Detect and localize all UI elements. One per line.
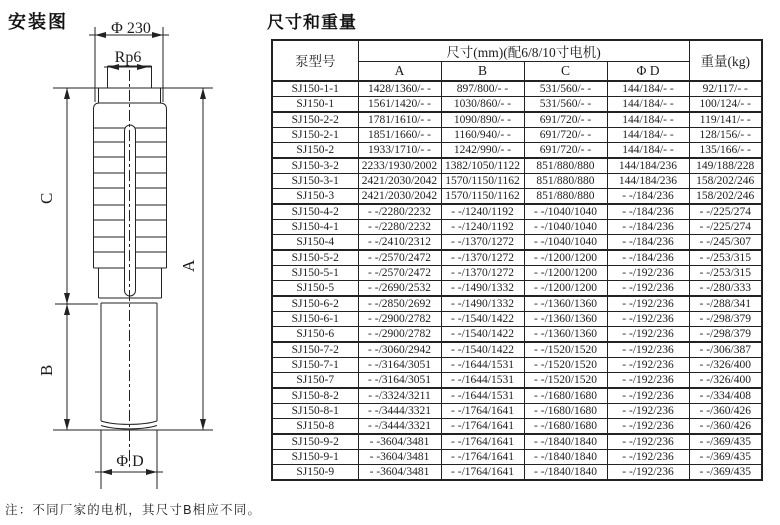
value-cell: 851/880/880 (524, 188, 607, 204)
value-cell: 144/184/- - (607, 127, 689, 142)
value-cell: - -/192/236 (607, 403, 689, 418)
value-cell: - -/1490/1332 (441, 296, 524, 312)
table-row (272, 357, 762, 372)
value-cell: 691/720/- - (524, 142, 607, 158)
value-cell: - -/326/400 (689, 357, 762, 372)
value-cell: - -/1240/1192 (441, 204, 524, 220)
model-cell: SJ150-1 (272, 96, 358, 112)
value-cell: - -/192/236 (607, 265, 689, 280)
value-cell: - -/2850/2692 (358, 296, 441, 312)
dim-c-label: C (37, 192, 56, 204)
value-cell: - -/1370/1272 (441, 265, 524, 280)
value-cell: - -/1840/1840 (524, 464, 607, 480)
value-cell: - -/1200/1200 (524, 265, 607, 280)
value-cell: 897/800/- - (441, 81, 524, 97)
value-cell: 119/141/- - (689, 112, 762, 128)
value-cell: - -/3164/3051 (358, 372, 441, 388)
value-cell: - -/1764/1641 (441, 434, 524, 450)
value-cell: - -/280/333 (689, 280, 762, 296)
model-cell: SJ150-3 (272, 188, 358, 204)
value-cell: - -/2900/2782 (358, 311, 441, 326)
value-cell: 144/184/236 (607, 173, 689, 188)
table-row (272, 96, 762, 112)
value-cell: - -/1490/1332 (441, 280, 524, 296)
value-cell: - -/1360/1360 (524, 311, 607, 326)
table-row (272, 265, 762, 280)
value-cell: 158/202/246 (689, 188, 762, 204)
table-row (272, 173, 762, 188)
model-cell: SJ150-2-2 (272, 112, 358, 128)
model-cell: SJ150-8-2 (272, 388, 358, 404)
value-cell: - -/1644/1531 (441, 388, 524, 404)
value-cell: - -/360/426 (689, 403, 762, 418)
value-cell: - -/1520/1520 (524, 372, 607, 388)
value-cell: 2421/2030/2042 (358, 188, 441, 204)
value-cell: - -/2570/2472 (358, 265, 441, 280)
value-cell: - -/1370/1272 (441, 234, 524, 250)
value-cell: 1382/1050/1122 (441, 158, 524, 174)
value-cell: - -/3444/3321 (358, 418, 441, 434)
table-row (272, 326, 762, 342)
table-row (272, 81, 762, 97)
value-cell: - -/1644/1531 (441, 372, 524, 388)
value-cell: - -/1764/1641 (441, 403, 524, 418)
table-row (272, 464, 762, 480)
model-cell: SJ150-9-1 (272, 449, 358, 464)
table-row (272, 219, 762, 234)
value-cell: - -/1370/1272 (441, 250, 524, 266)
value-cell: - -/184/236 (607, 250, 689, 266)
table-row (272, 158, 762, 174)
value-cell: - -/334/408 (689, 388, 762, 404)
value-cell: - -/3060/2942 (358, 342, 441, 358)
table-row (272, 204, 762, 220)
value-cell: - -/1840/1840 (524, 434, 607, 450)
col-header-a: A (358, 62, 441, 81)
table-row (272, 372, 762, 388)
value-cell: - -/253/315 (689, 265, 762, 280)
table-row (272, 112, 762, 128)
table-row (272, 142, 762, 158)
value-cell: - -/1764/1641 (441, 449, 524, 464)
value-cell: 1570/1150/1162 (441, 173, 524, 188)
value-cell: - -/192/236 (607, 388, 689, 404)
value-cell: 2421/2030/2042 (358, 173, 441, 188)
value-cell: 1851/1660/- - (358, 127, 441, 142)
installation-diagram (0, 0, 270, 500)
value-cell: - -/3164/3051 (358, 357, 441, 372)
model-cell: SJ150-4-2 (272, 204, 358, 220)
value-cell: - -/298/379 (689, 311, 762, 326)
value-cell: - -/192/236 (607, 326, 689, 342)
value-cell: - -/1040/1040 (524, 219, 607, 234)
table-row (272, 418, 762, 434)
value-cell: - -/192/236 (607, 357, 689, 372)
value-cell: - -/1360/1360 (524, 296, 607, 312)
value-cell: - -/288/341 (689, 296, 762, 312)
value-cell: - -/369/435 (689, 449, 762, 464)
value-cell: - -/225/274 (689, 204, 762, 220)
model-cell: SJ150-5-2 (272, 250, 358, 266)
value-cell: 1570/1150/1162 (441, 188, 524, 204)
value-cell: - -/192/236 (607, 449, 689, 464)
table-body (272, 81, 762, 480)
dia-230-label: Φ 230 (111, 20, 151, 37)
value-cell: - -/369/435 (689, 464, 762, 480)
model-cell: SJ150-6-2 (272, 296, 358, 312)
model-cell: SJ150-5 (272, 280, 358, 296)
col-header-weight: 重量(kg) (689, 40, 762, 81)
value-cell: 531/560/- - (524, 81, 607, 97)
value-cell: - -/3444/3321 (358, 403, 441, 418)
value-cell: - -/369/435 (689, 434, 762, 450)
table-row (272, 250, 762, 266)
model-cell: SJ150-8 (272, 418, 358, 434)
value-cell: 1242/990/- - (441, 142, 524, 158)
value-cell: - -/225/274 (689, 219, 762, 234)
table-row (272, 127, 762, 142)
model-cell: SJ150-3-1 (272, 173, 358, 188)
value-cell: - -/2280/2232 (358, 204, 441, 220)
value-cell: - -/1644/1531 (441, 357, 524, 372)
model-cell: SJ150-7-1 (272, 357, 358, 372)
model-cell: SJ150-7 (272, 372, 358, 388)
table-row (272, 388, 762, 404)
value-cell: - -/1200/1200 (524, 280, 607, 296)
table-row (272, 449, 762, 464)
footnote: 注：不同厂家的电机，其尺寸B相应不同。 (5, 503, 262, 517)
model-cell: SJ150-2 (272, 142, 358, 158)
value-cell: 144/184/- - (607, 81, 689, 97)
model-cell: SJ150-6-1 (272, 311, 358, 326)
table-row (272, 342, 762, 358)
model-cell: SJ150-4 (272, 234, 358, 250)
value-cell: - -/245/307 (689, 234, 762, 250)
value-cell: - -/1520/1520 (524, 342, 607, 358)
table-row (272, 188, 762, 204)
col-header-b: B (441, 62, 524, 81)
value-cell: - -/192/236 (607, 280, 689, 296)
value-cell: - -/1200/1200 (524, 250, 607, 266)
value-cell: - -/192/236 (607, 372, 689, 388)
model-cell: SJ150-7-2 (272, 342, 358, 358)
value-cell: 1030/860/- - (441, 96, 524, 112)
model-cell: SJ150-3-2 (272, 158, 358, 174)
value-cell: 851/880/880 (524, 173, 607, 188)
value-cell: 100/124/- - (689, 96, 762, 112)
value-cell: - -/1520/1520 (524, 357, 607, 372)
value-cell: - -/1040/1040 (524, 234, 607, 250)
value-cell: - -/192/236 (607, 342, 689, 358)
value-cell: - -/184/236 (607, 219, 689, 234)
value-cell: - -/192/236 (607, 311, 689, 326)
value-cell: - -/1540/1422 (441, 326, 524, 342)
value-cell: - -/253/315 (689, 250, 762, 266)
value-cell: - -/1840/1840 (524, 449, 607, 464)
model-cell: SJ150-2-1 (272, 127, 358, 142)
model-cell: SJ150-4-1 (272, 219, 358, 234)
value-cell: 1090/890/- - (441, 112, 524, 128)
value-cell: - -/192/236 (607, 464, 689, 480)
value-cell: 1933/1710/- - (358, 142, 441, 158)
value-cell: - -/1680/1680 (524, 403, 607, 418)
value-cell: 531/560/- - (524, 96, 607, 112)
dim-a-label: A (179, 259, 198, 272)
model-cell: SJ150-5-1 (272, 265, 358, 280)
col-header-c: C (524, 62, 607, 81)
value-cell: - -/192/236 (607, 296, 689, 312)
value-cell: - -/1240/1192 (441, 219, 524, 234)
dim-b-label: B (37, 364, 56, 376)
value-cell: - -/306/387 (689, 342, 762, 358)
value-cell: 144/184/- - (607, 112, 689, 128)
value-cell: - -/326/400 (689, 372, 762, 388)
value-cell: - -/2690/2532 (358, 280, 441, 296)
value-cell: - -/360/426 (689, 418, 762, 434)
table-row (272, 234, 762, 250)
value-cell: 149/188/228 (689, 158, 762, 174)
value-cell: 851/880/880 (524, 158, 607, 174)
col-header-model: 泵型号 (272, 40, 358, 81)
table-row (272, 434, 762, 450)
value-cell: - -/298/379 (689, 326, 762, 342)
value-cell: 1781/1610/- - (358, 112, 441, 128)
value-cell: - -/184/236 (607, 234, 689, 250)
value-cell: 691/720/- - (524, 112, 607, 128)
value-cell: 158/202/246 (689, 173, 762, 188)
value-cell: - -/1040/1040 (524, 204, 607, 220)
value-cell: - -/2570/2472 (358, 250, 441, 266)
value-cell: - -/2900/2782 (358, 326, 441, 342)
value-cell: - -/3324/3211 (358, 388, 441, 404)
value-cell: - -/184/236 (607, 188, 689, 204)
value-cell: - -/2410/2312 (358, 234, 441, 250)
value-cell: - -/184/236 (607, 204, 689, 220)
dimensions-weight-table (271, 39, 763, 481)
value-cell: - -/1680/1680 (524, 388, 607, 404)
value-cell: 1428/1360/- - (358, 81, 441, 97)
value-cell: - -/1764/1641 (441, 464, 524, 480)
model-cell: SJ150-9 (272, 464, 358, 480)
model-cell: SJ150-6 (272, 326, 358, 342)
value-cell: - -3604/3481 (358, 449, 441, 464)
value-cell: - -/192/236 (607, 418, 689, 434)
value-cell: 92/117/- - (689, 81, 762, 97)
value-cell: 128/156/- - (689, 127, 762, 142)
value-cell: 144/184/- - (607, 96, 689, 112)
table-row (272, 280, 762, 296)
model-cell: SJ150-1-1 (272, 81, 358, 97)
rp6-label: Rp6 (114, 49, 142, 66)
value-cell: 1160/940/- - (441, 127, 524, 142)
col-header-d: Φ D (607, 62, 689, 81)
value-cell: - -/1680/1680 (524, 418, 607, 434)
value-cell: 2233/1930/2002 (358, 158, 441, 174)
col-header-dims-group: 尺寸(mm)(配6/8/10寸电机) (358, 40, 689, 62)
value-cell: 135/166/- - (689, 142, 762, 158)
value-cell: 691/720/- - (524, 127, 607, 142)
value-cell: 144/184/236 (607, 158, 689, 174)
value-cell: - -/1360/1360 (524, 326, 607, 342)
diagram-title: 安装图 (8, 12, 68, 32)
value-cell: - -/192/236 (607, 434, 689, 450)
model-cell: SJ150-9-2 (272, 434, 358, 450)
table-row (272, 311, 762, 326)
table-row (272, 296, 762, 312)
table-title: 尺寸和重量 (267, 13, 357, 32)
model-cell: SJ150-8-1 (272, 403, 358, 418)
dia-d-label: Φ D (116, 453, 144, 470)
value-cell: - -/1540/1422 (441, 311, 524, 326)
value-cell: - -3604/3481 (358, 434, 441, 450)
value-cell: - -/2280/2232 (358, 219, 441, 234)
value-cell: - -/1764/1641 (441, 418, 524, 434)
value-cell: 144/184/- - (607, 142, 689, 158)
value-cell: 1561/1420/- - (358, 96, 441, 112)
value-cell: - -3604/3481 (358, 464, 441, 480)
table-row (272, 403, 762, 418)
value-cell: - -/1540/1422 (441, 342, 524, 358)
